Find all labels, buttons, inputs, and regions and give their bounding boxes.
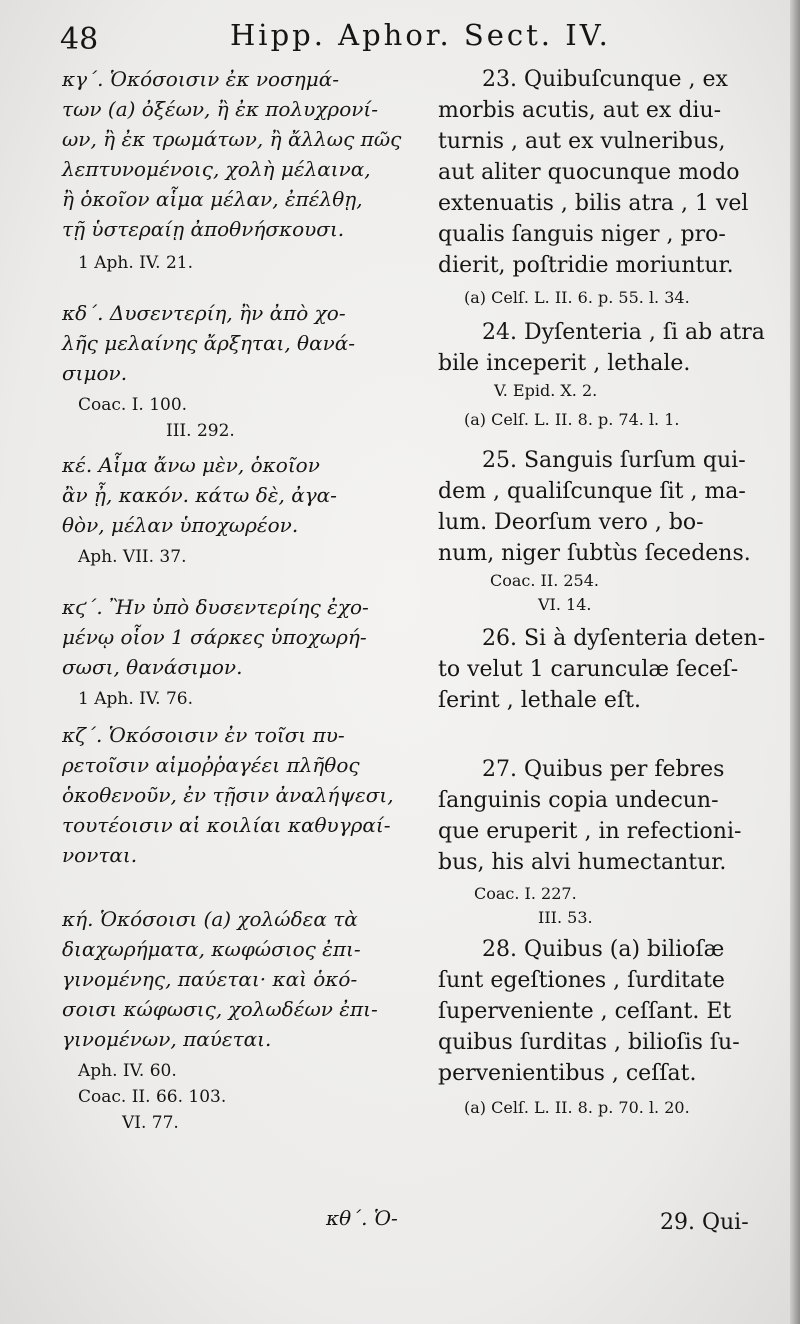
cross-reference: VI. 77.: [122, 1113, 179, 1133]
greek-aphorism-23: [62, 64, 422, 276]
latin-line: extenuatis , bilis atra , 1 vel: [438, 191, 749, 216]
greek-line: σοισι κώφωσις, χολωδέων ἐπι-: [62, 997, 378, 1021]
cross-reference: Aph. IV. 60.: [78, 1061, 177, 1081]
latin-line: qualis ſanguis niger , pro-: [438, 222, 726, 247]
cross-reference: V. Epid. X. 2.: [494, 381, 598, 400]
latin-line: num, niger ſubtùs ſecedens.: [438, 541, 751, 566]
latin-aphorism-27: [438, 754, 778, 930]
greek-line: κέ. Αἷμα ἄνω μὲν, ὁκοῖον: [62, 453, 320, 477]
greek-line: λεπτυνομένοις, χολὴ μέλαινα,: [62, 157, 371, 181]
greek-line: διαχωρήματα, κωφώσιος ἐπι-: [62, 937, 361, 961]
latin-aphorism-25: [438, 445, 778, 617]
greek-line: γινομένης, παύεται· καὶ ὁκό-: [62, 967, 358, 991]
greek-line: ὁκοθενοῦν, ἐν τῇσιν ἀναλήψεσι,: [62, 783, 394, 807]
latin-line: morbis acutis, aut ex diu-: [438, 98, 722, 123]
latin-aphorism-23: [438, 64, 778, 311]
greek-line: τουτέοισιν αἱ κοιλίαι καθυγραί-: [62, 813, 391, 837]
latin-aphorism-28: [438, 934, 778, 1121]
page-edge: [790, 0, 800, 1324]
latin-line: bile inceperit , lethale.: [438, 351, 691, 376]
greek-line: νονται.: [62, 843, 138, 867]
greek-line: λῆς μελαίνης ἄρξηται, θανά-: [62, 331, 356, 355]
cross-reference: Aph. VII. 37.: [78, 547, 187, 567]
latin-line: 23. Quibuſcunque , ex: [482, 67, 728, 92]
latin-aphorism-24: [438, 317, 778, 433]
greek-line: τῇ ὑστεραίῃ ἀποθνήσκουσι.: [62, 217, 345, 241]
cross-reference: 1 Aph. IV. 21.: [78, 253, 193, 273]
greek-aphorism-28: [62, 904, 422, 1136]
greek-line: θὸν, μέλαν ὑποχωρέον.: [62, 513, 299, 537]
greek-aphorism-24: [62, 298, 422, 444]
latin-line: to velut 1 carunculæ ſeceſ-: [438, 657, 739, 682]
latin-line: ſuperveniente , ceſſant. Et: [438, 999, 732, 1024]
latin-line: ſerint , lethale eſt.: [438, 688, 641, 713]
greek-line: των (a) ὀξέων, ἢ ἐκ πολυχρονί-: [62, 97, 378, 121]
latin-line: que eruperit , in refectioni-: [438, 819, 742, 844]
greek-aphorism-25: [62, 450, 422, 570]
latin-line: dem , qualiſcunque ſit , ma-: [438, 479, 746, 504]
greek-catchword: κθ΄. Ὁ-: [326, 1206, 398, 1230]
latin-aphorism-26: [438, 623, 778, 716]
latin-line: ſanguinis copia undecun-: [438, 788, 719, 813]
greek-aphorism-26: [62, 592, 422, 712]
footnote: (a) Celſ. L. II. 8. p. 70. l. 20.: [464, 1098, 690, 1117]
greek-line: ἢ ὁκοῖον αἷμα μέλαν, ἐπέλθῃ,: [62, 187, 363, 211]
cross-reference: Coac. I. 227.: [474, 884, 577, 903]
latin-line: 24. Dyſenteria , ſi ab atra: [482, 320, 765, 345]
latin-line: 28. Quibus (a) bilioſæ: [482, 937, 725, 962]
running-head: Hipp. Aphor. Sect. IV.: [230, 18, 611, 52]
greek-line: κζ΄. Ὁκόσοισιν ἐν τοῖσι πυ-: [62, 723, 345, 747]
latin-line: 27. Quibus per febres: [482, 757, 725, 782]
latin-column: [438, 64, 778, 1121]
footnote: (a) Celſ. L. II. 8. p. 74. l. 1.: [464, 410, 680, 429]
page-number: 48: [60, 22, 99, 57]
cross-reference: Coac. II. 66. 103.: [78, 1087, 227, 1107]
latin-catchword: 29. Qui-: [660, 1210, 749, 1235]
greek-line: κδ΄. Δυσεντερίη, ἢν ἀπὸ χο-: [62, 301, 346, 325]
greek-aphorism-27: [62, 720, 422, 870]
page-header: [60, 18, 740, 58]
latin-line: 25. Sanguis ſurſum qui-: [482, 448, 746, 473]
greek-line: σιμον.: [62, 361, 128, 385]
cross-reference: III. 292.: [166, 421, 235, 441]
greek-line: ρετοῖσιν αἱμοῤῥαγέει πλῆθος: [62, 753, 360, 777]
latin-line: quibus ſurditas , bilioſis ſu-: [438, 1030, 740, 1055]
footnote: (a) Celſ. L. II. 6. p. 55. l. 34.: [464, 288, 690, 307]
cross-reference: VI. 14.: [538, 595, 592, 614]
greek-line: μένῳ οἷον 1 σάρκες ὑποχωρή-: [62, 625, 367, 649]
cross-reference: Coac. I. 100.: [78, 395, 188, 415]
latin-line: 26. Si à dyſenteria deten-: [482, 626, 766, 651]
cross-reference: Coac. II. 254.: [490, 571, 599, 590]
greek-line: ἂν ᾖ, κακόν. κάτω δὲ, ἀγα-: [62, 483, 337, 507]
greek-line: γινομένων, παύεται.: [62, 1027, 272, 1051]
latin-line: turnis , aut ex vulneribus,: [438, 129, 726, 154]
cross-reference: III. 53.: [538, 908, 593, 927]
latin-line: lum. Deorſum vero , bo-: [438, 510, 704, 535]
greek-line: ων, ἢ ἐκ τρωμάτων, ἢ ἄλλως πῶς: [62, 127, 402, 151]
greek-line: κή. Ὁκόσοισι (a) χολώδεα τὰ: [62, 907, 358, 931]
latin-line: aut aliter quocunque modo: [438, 160, 740, 185]
latin-line: dierit, poſtridie moriuntur.: [438, 253, 734, 278]
greek-line: κϛ΄. Ἢν ὑπὸ δυσεντερίης ἐχο-: [62, 595, 369, 619]
latin-line: bus, his alvi humectantur.: [438, 850, 727, 875]
cross-reference: 1 Aph. IV. 76.: [78, 689, 193, 709]
greek-line: σωσι, θανάσιμον.: [62, 655, 243, 679]
greek-column: [62, 62, 422, 1136]
latin-line: pervenientibus , ceſſat.: [438, 1061, 697, 1086]
greek-line: κγ΄. Ὁκόσοισιν ἐκ νοσημά-: [62, 67, 339, 91]
latin-line: ſunt egeſtiones , ſurditate: [438, 968, 725, 993]
